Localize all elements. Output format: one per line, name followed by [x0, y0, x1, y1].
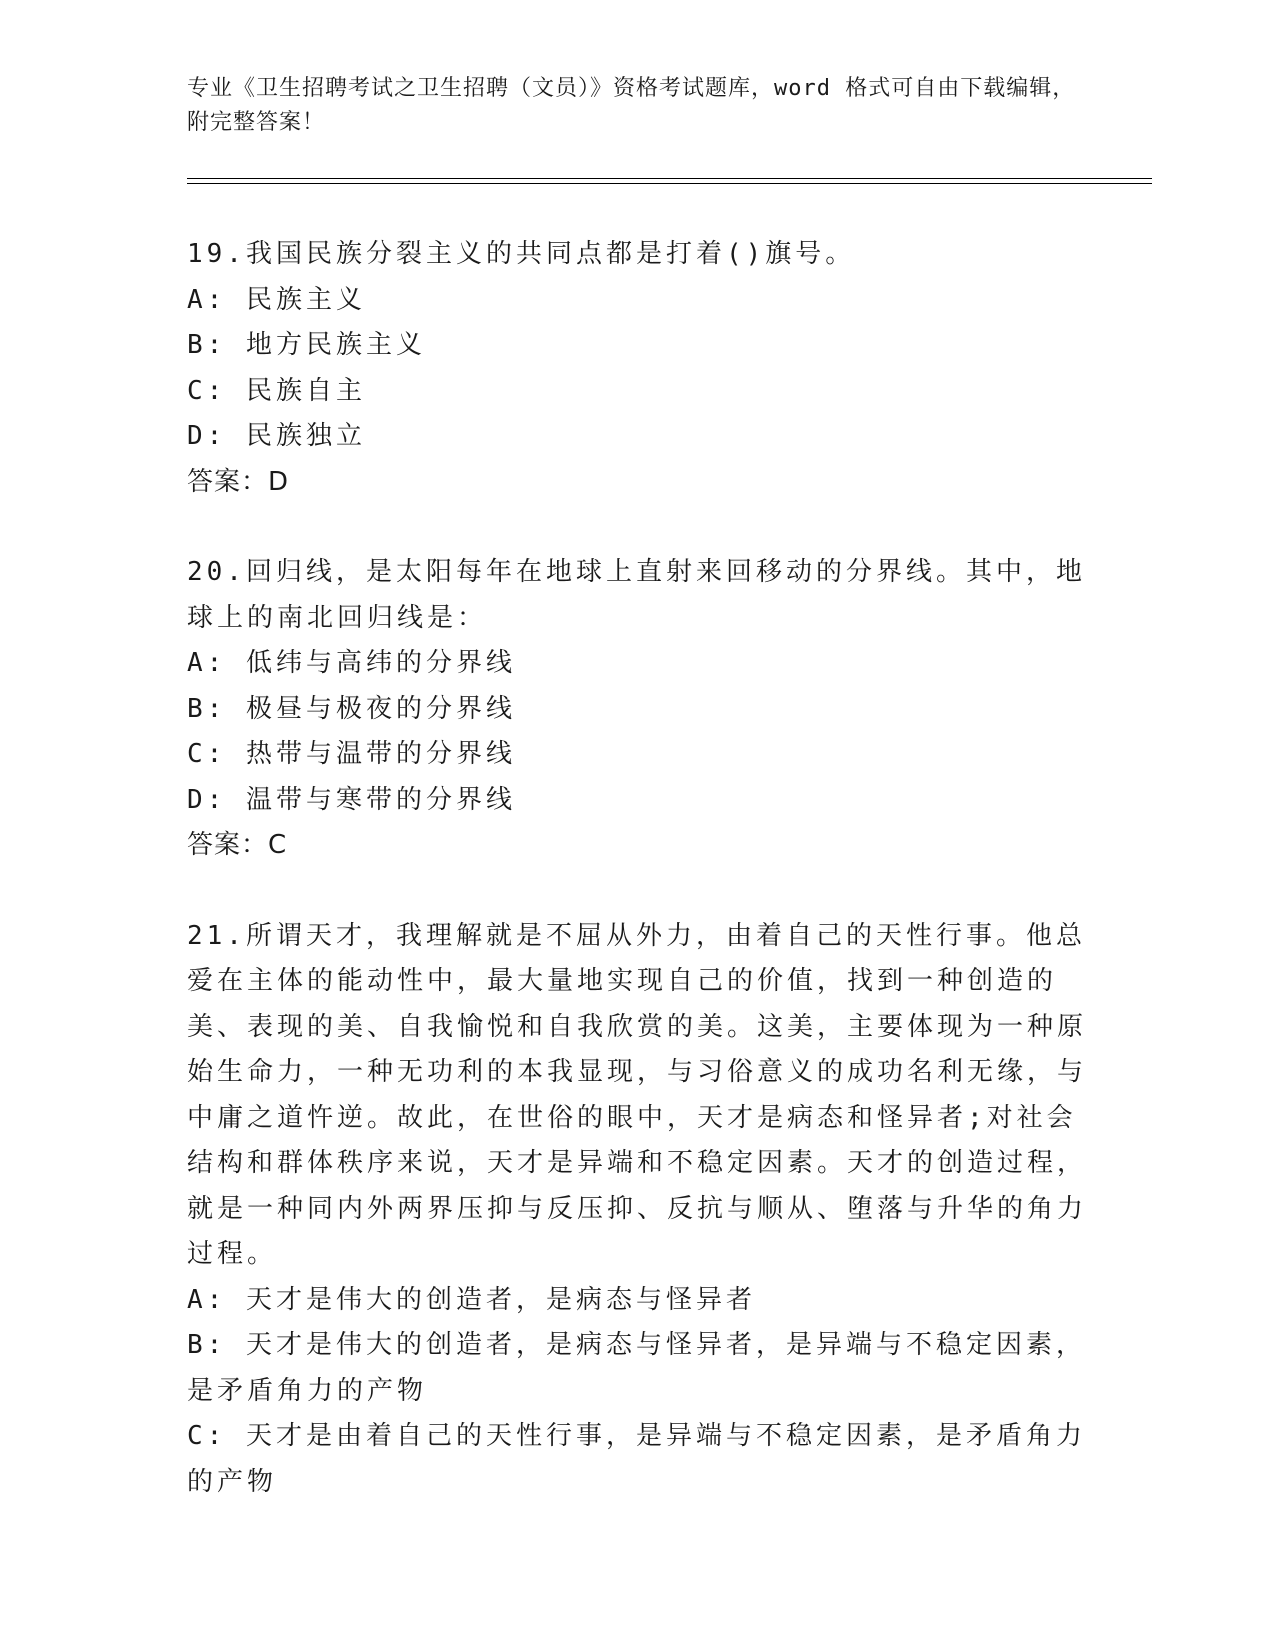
question-list: [187, 232, 1087, 1550]
option-d: D: 民族独立: [187, 421, 366, 451]
option-b: B: 极昼与极夜的分界线: [187, 693, 516, 724]
option-b: B: 地方民族主义: [187, 330, 426, 360]
option-a: A: 民族主义: [187, 284, 366, 315]
option-c: C: 民族自主: [187, 375, 366, 406]
option-a: A: 低纬与高纬的分界线: [187, 648, 516, 678]
option-a: A: 天才是伟大的创造者，是病态与怪异者: [187, 1284, 756, 1315]
document-header: [187, 72, 1087, 140]
answer-line: 答案：C: [187, 830, 288, 860]
header-divider-bottom: [187, 183, 1152, 184]
header-divider-top: [187, 178, 1152, 179]
question-stem: 19.我国民族分裂主义的共同点都是打着()旗号。: [187, 239, 856, 269]
answer-line: 答案：D: [187, 466, 290, 497]
option-b: B: 天才是伟大的创造者，是病态与怪异者，是异端与不稳定因素，是矛盾角力的产物: [187, 1330, 1086, 1406]
option-c: C: 热带与温带的分界线: [187, 739, 516, 769]
question-stem: 21.所谓天才，我理解就是不屈从外力，由着自己的天性行事。他总爱在主体的能动性中，最大量地实现自己的价值，找到一种创造的美、表现的美、自我愉悦和自我欣赏的美。这美，主要体现为一种原始生命力，一种无功利的本我显现，与习俗意义的成功名利无缘，与中庸之道忤逆。故此，在世俗的眼中，天才是病态和怪异者;对社会结构和群体秩序来说，天才是异端和不稳定因素。天才的创造过程，就是一种同内外两界压抑与反压抑、反抗与顺从、堕落与升华的角力过程。: [187, 920, 1088, 1269]
question-21: [187, 914, 1087, 1506]
option-d: D: 温带与寒带的分界线: [187, 784, 516, 815]
question-stem: 20.回归线，是太阳每年在地球上直射来回移动的分界线。其中，地球上的南北回归线是：: [187, 557, 1086, 633]
question-19: [187, 232, 1087, 505]
header-intro-text: 专业《卫生招聘考试之卫生招聘（文员）》资格考试题库，word 格式可自由下载编辑，附完整答案！: [187, 76, 1076, 135]
option-c: C: 天才是由着自己的天性行事，是异端与不稳定因素，是矛盾角力的产物: [187, 1421, 1086, 1497]
question-20: [187, 550, 1087, 869]
